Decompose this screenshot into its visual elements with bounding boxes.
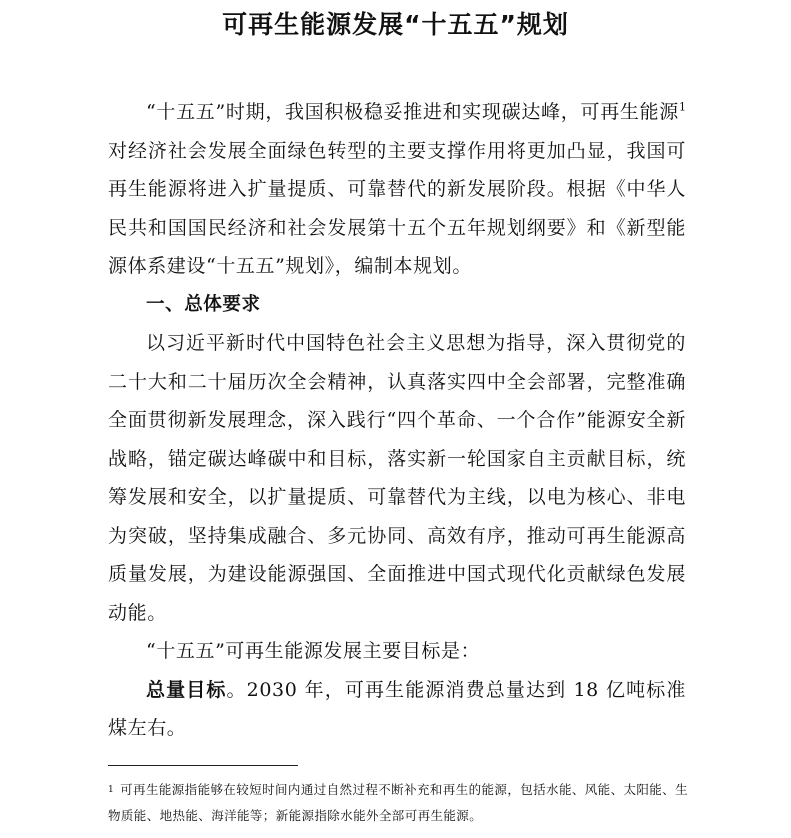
document-body: [108, 93, 686, 748]
guiding-ideology-paragraph: 以习近平新时代中国特色社会主义思想为指导，深入贯彻党的二十大和二十届历次全会精神，认真落实四中全会部署，完整准确全面贯彻新发展理念，深入践行“四个革命、一个合作”能源安全新战略，锚定碳达峰碳中和目标，落实新一轮国家自主贡献目标，统筹发展和安全，以扩量提质、可靠替代为主线，以电为核心、非电为突破，坚持集成融合、多元协同、高效有序，推动可再生能源高质量发展，为建设能源强国、全面推进中国式现代化贡献绿色发展动能。: [108, 332, 686, 624]
document-title: 可再生能源发展“十五五”规划: [222, 10, 569, 39]
footnote: [108, 777, 688, 829]
footnote-text: 可再生能源指能够在较短时间内通过自然过程不断补充和再生的能源，包括水能、风能、太阳能、生物质能、地热能、海洋能等；新能源指除水能外全部可再生能源。: [108, 782, 688, 823]
intro-text-part1: “十五五”时期，我国积极稳妥推进和实现碳达峰，可再生能源: [146, 101, 679, 123]
footnote-mark: 1: [108, 785, 115, 795]
intro-text-part2: 对经济社会发展全面绿色转型的主要支撑作用将更加凸显，我国可再生能源将进入扩量提质、可靠替代的新发展阶段。根据《中华人民共和国国民经济和社会发展第十五个五年规划纲要》和《新型能源体系建设“十五五”规划》，编制本规划。: [108, 139, 686, 277]
footnote-reference[interactable]: 1: [679, 100, 686, 114]
intro-paragraph: [108, 93, 686, 286]
section-heading-general-requirements: 一、总体要求: [146, 293, 261, 315]
goals-intro-paragraph: “十五五”可再生能源发展主要目标是：: [146, 640, 481, 662]
total-goal-paragraph: [108, 671, 686, 748]
footnote-divider: [108, 765, 298, 766]
total-goal-lead: 总量目标: [146, 678, 227, 701]
total-goal-text: 。2030 年，可再生能源消费总量达到 18 亿吨标准煤左右。: [108, 678, 686, 739]
